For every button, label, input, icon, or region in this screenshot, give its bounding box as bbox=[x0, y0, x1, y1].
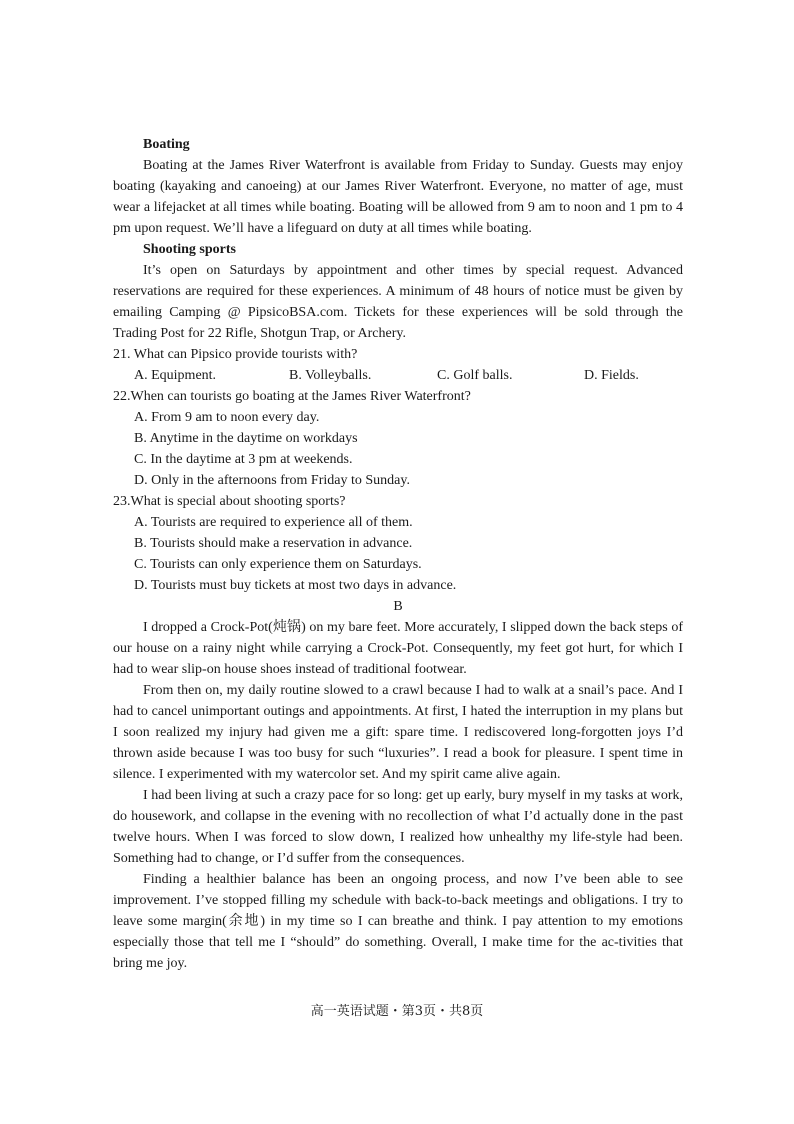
question-21-option-d: D. Fields. bbox=[584, 368, 639, 383]
question-21-option-a: A. Equipment. bbox=[134, 368, 217, 383]
boating-paragraph: Boating at the James River Waterfront is available from Friday to Sunday. Guests may enjoy boating (kayaking and canoeing) at our James River Waterfront. Everyone, no matter of age, must wear a lifejacket at all times while boating. Boating will be allowed from 9 am to noon and 1 pm to 4 pm upon request. We’ll have a lifeguard on duty at all times while boating. bbox=[113, 158, 683, 236]
question-21-option-b: B. Volleyballs. bbox=[289, 368, 372, 383]
question-23-option-d: D. Tourists must buy tickets at most two days in advance. bbox=[134, 578, 457, 593]
question-22-option-b: B. Anytime in the daytime on workdays bbox=[134, 431, 358, 446]
question-22-stem: 22.When can tourists go boating at the James River Waterfront? bbox=[113, 389, 471, 404]
exam-page bbox=[113, 134, 683, 974]
question-21-options bbox=[113, 365, 683, 386]
section-b-paragraph-2: From then on, my daily routine slowed to a crawl because I had to walk at a snail’s pace. And I had to cancel unimportant outings and appointments. At first, I hated the interruption in my plans but I soon realized my injury had given me a gift: spare time. I rediscovered long-forgotten joys I’d thrown aside because I was too busy for such “luxuries”. I read a book for pleasure. I spent time in silence. I experimented with my watercolor set. And my spirit came alive again. bbox=[113, 683, 683, 782]
section-b-paragraph-1: I dropped a Crock-Pot(炖锅) on my bare feet. More accurately, I slipped down the back steps of our house on a rainy night while carrying a Crock-Pot. Consequently, my feet got hurt, for which I had to wear slip-on house shoes instead of traditional footwear. bbox=[113, 620, 683, 677]
section-b-label: B bbox=[393, 599, 403, 614]
question-22-option-a: A. From 9 am to noon every day. bbox=[134, 410, 320, 425]
shooting-heading: Shooting sports bbox=[143, 242, 236, 257]
section-b-paragraph-4: Finding a healthier balance has been an ongoing process, and now I’ve been able to see improvement. I’ve stopped filling my schedule with back-to-back meetings and obligations. I try to leave some margin(余地) in my time so I can breathe and think. I pay attention to my emotions especially those that tell me I “should” do something. Overall, I make time for the ac-tivities that bring me joy. bbox=[113, 872, 683, 971]
shooting-paragraph: It’s open on Saturdays by appointment and other times by special request. Advanced reservations are required for these experiences. A minimum of 48 hours of notice must be given by emailing Camping @ PipsicoBSA.com. Tickets for these experiences will be sold through the Trading Post for 22 Rifle, Shotgun Trap, or Archery. bbox=[113, 263, 683, 341]
question-21-option-c: C. Golf balls. bbox=[437, 368, 513, 383]
boating-heading: Boating bbox=[143, 137, 190, 152]
question-22-option-d: D. Only in the afternoons from Friday to Sunday. bbox=[134, 473, 410, 488]
page-footer: 高一英语试题・第3页・共8页 bbox=[310, 1004, 484, 1019]
question-23-option-a: A. Tourists are required to experience all of them. bbox=[134, 515, 413, 530]
section-b-paragraph-3: I had been living at such a crazy pace for so long: get up early, bury myself in my tasks at work, do housework, and collapse in the evening with no recollection of what I’d actually done in the past twelve hours. When I was forced to slow down, I realized how unhealthy my life-style had been. Something had to change, or I’d suffer from the consequences. bbox=[113, 788, 683, 866]
question-23-stem: 23.What is special about shooting sports? bbox=[113, 494, 346, 509]
question-22-option-c: C. In the daytime at 3 pm at weekends. bbox=[134, 452, 353, 467]
question-23-option-b: B. Tourists should make a reservation in advance. bbox=[134, 536, 413, 551]
question-23-option-c: C. Tourists can only experience them on Saturdays. bbox=[134, 557, 422, 572]
question-21-stem: 21. What can Pipsico provide tourists with? bbox=[113, 347, 358, 362]
